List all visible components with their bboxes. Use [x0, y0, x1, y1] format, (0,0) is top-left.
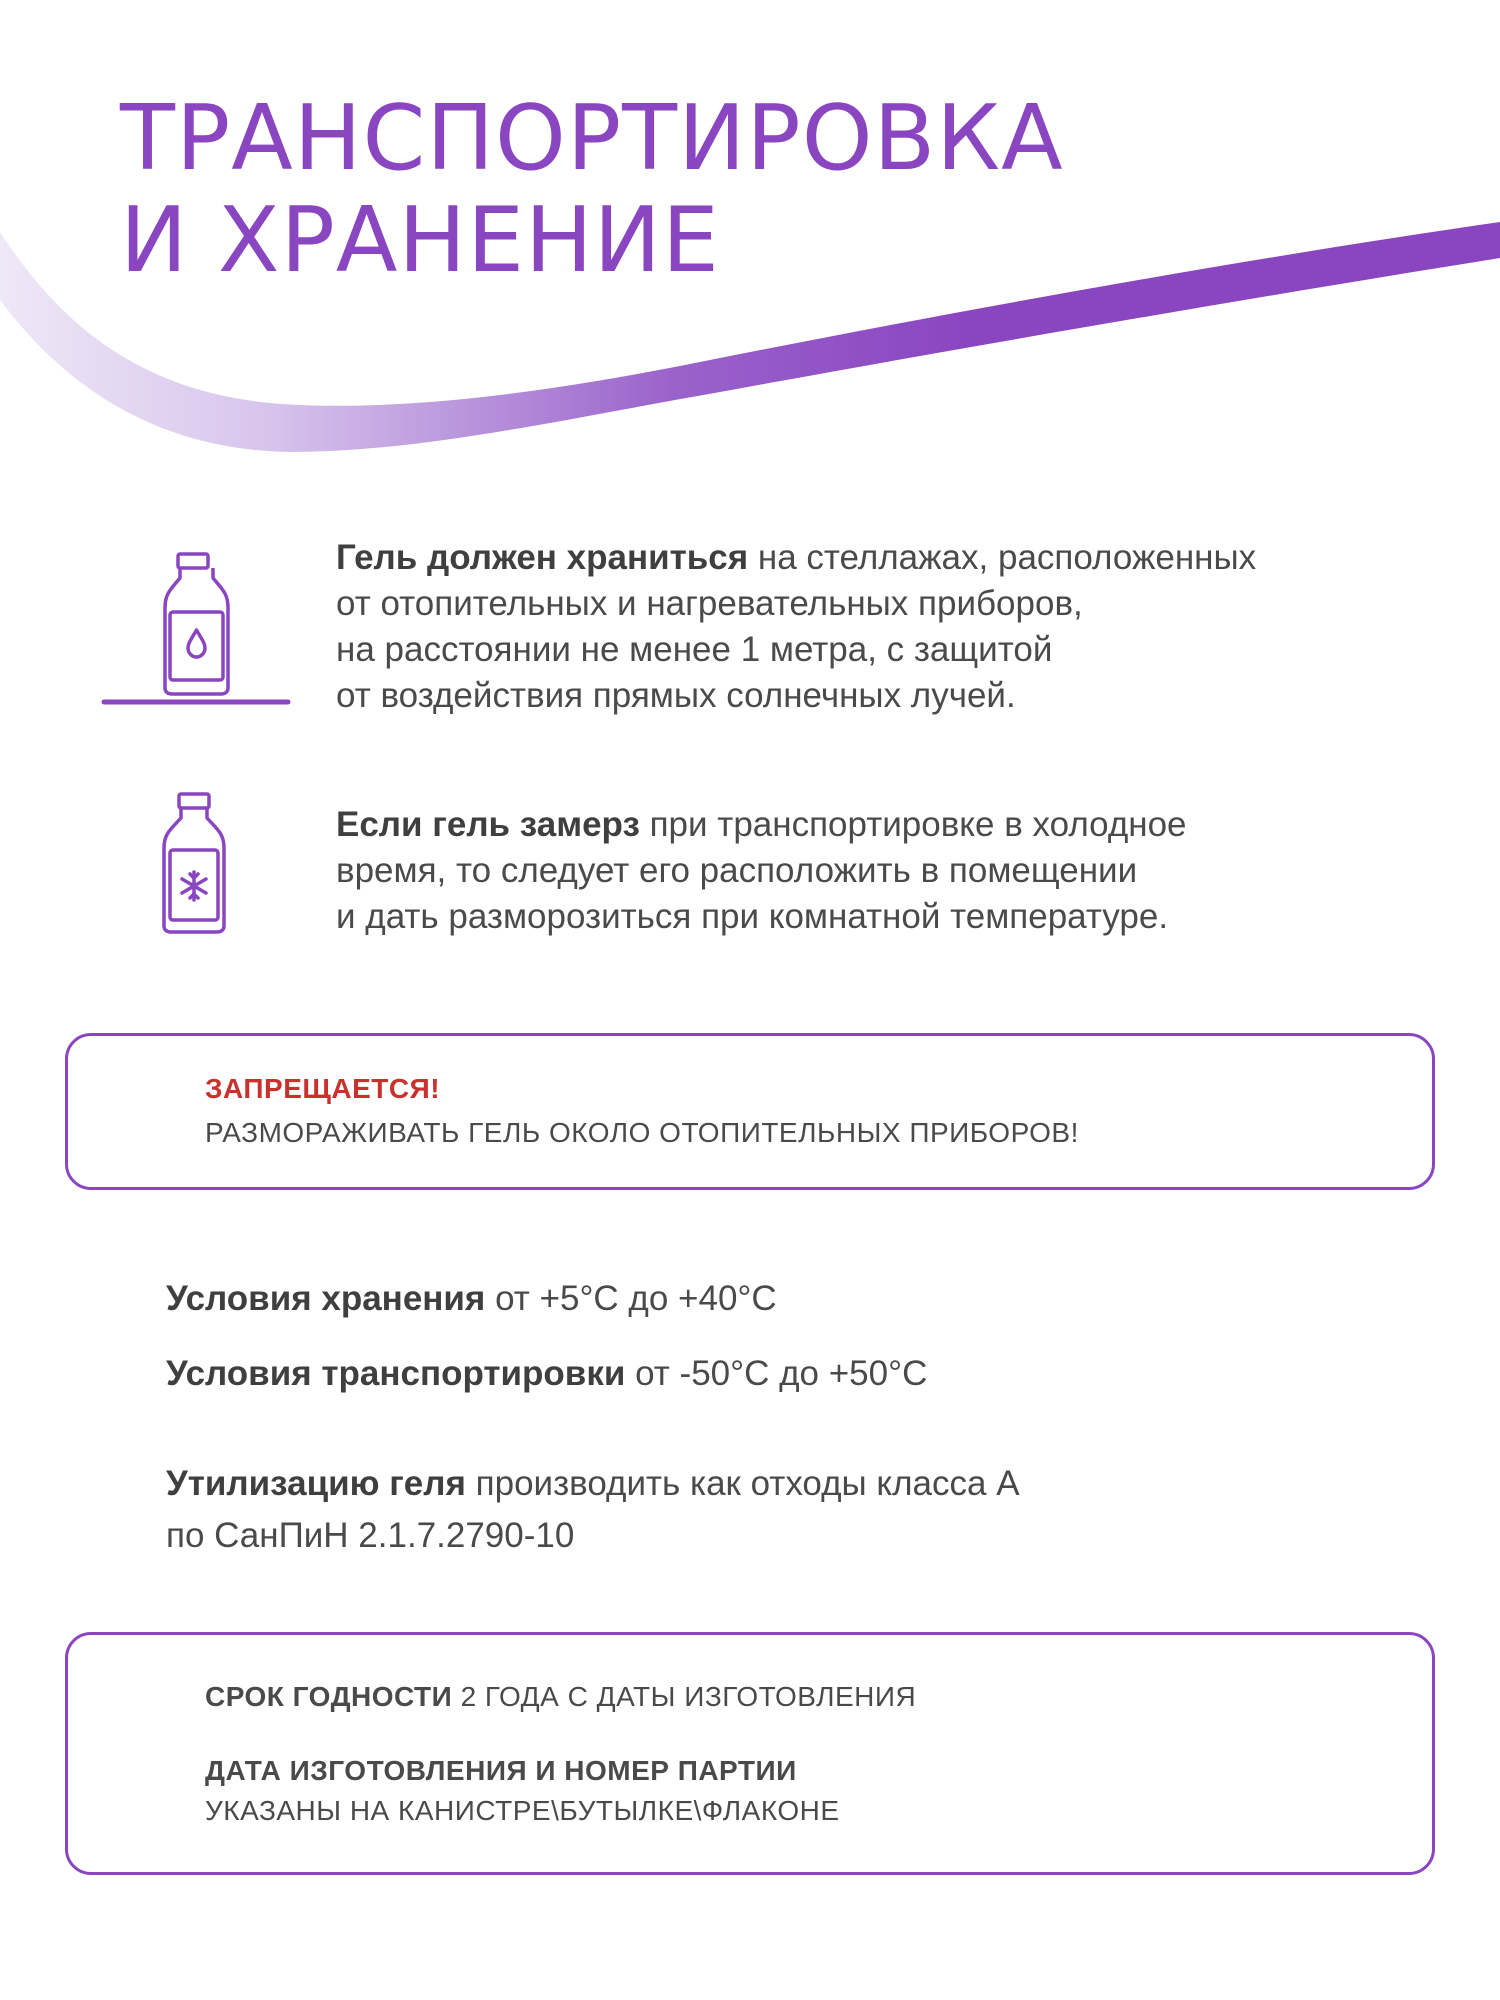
- storage-paragraph-line-2: от отопительных и нагревательных приборов,: [336, 584, 1083, 623]
- production-date-label: [205, 1752, 1432, 1790]
- shelf-life-value: 2 ГОДА С ДАТЫ ИЗГОТОВЛЕНИЯ: [452, 1681, 917, 1712]
- storage-paragraph-line-4: от воздействия прямых солнечных лучей.: [336, 676, 1016, 715]
- transport-conditions-value: от -50°C до +50°C: [625, 1354, 928, 1393]
- frozen-paragraph-line-1: при транспортировке в холодное: [639, 805, 1187, 844]
- disposal-conditions: [166, 1458, 1020, 1562]
- warning-box: [65, 1033, 1435, 1190]
- transport-conditions: [166, 1348, 927, 1400]
- storage-paragraph-line-3: на расстоянии не менее 1 метра, с защитой: [336, 630, 1053, 669]
- page-title-line-1: ТРАНСПОРТИРОВКА: [120, 86, 1064, 191]
- warning-heading: ЗАПРЕЩАЕТСЯ!: [205, 1073, 441, 1104]
- page-title-line-2: И ХРАНЕНИЕ: [120, 188, 720, 293]
- shelf-life-label: СРОК ГОДНОСТИ: [205, 1681, 453, 1712]
- page-title: [120, 88, 1064, 292]
- storage-conditions-value: от +5°C до +40°C: [485, 1279, 777, 1318]
- bottle-drop-icon: [100, 550, 295, 708]
- frozen-paragraph-bold: Если гель замерз: [336, 805, 640, 844]
- frozen-paragraph: [336, 802, 1456, 940]
- production-date-label-text: ДАТА ИЗГОТОВЛЕНИЯ И НОМЕР ПАРТИИ: [205, 1755, 797, 1786]
- info-box: [65, 1632, 1435, 1875]
- storage-paragraph-line-1: на стеллажах, расположенных: [748, 538, 1257, 577]
- bottle-snowflake-icon: [158, 790, 230, 935]
- disposal-conditions-label: Утилизацию геля: [166, 1464, 466, 1503]
- storage-conditions-label: Условия хранения: [166, 1279, 486, 1318]
- shelf-life: [205, 1678, 1432, 1716]
- frozen-paragraph-line-2: время, то следует его расположить в помещении: [336, 851, 1138, 890]
- storage-paragraph: [336, 535, 1456, 719]
- production-date-value: УКАЗАНЫ НА КАНИСТРЕ\БУТЫЛКЕ\ФЛАКОНЕ: [205, 1795, 840, 1826]
- warning-text: РАЗМОРАЖИВАТЬ ГЕЛЬ ОКОЛО ОТОПИТЕЛЬНЫХ ПРИБОРОВ!: [205, 1117, 1079, 1148]
- frozen-paragraph-line-3: и дать разморозиться при комнатной температуре.: [336, 897, 1169, 936]
- transport-conditions-label: Условия транспортировки: [166, 1354, 626, 1393]
- disposal-conditions-line-2: по СанПиН 2.1.7.2790-10: [166, 1516, 575, 1555]
- storage-conditions: [166, 1273, 777, 1325]
- disposal-conditions-line-1: производить как отходы класса А: [465, 1464, 1020, 1503]
- storage-paragraph-bold: Гель должен храниться: [336, 538, 749, 577]
